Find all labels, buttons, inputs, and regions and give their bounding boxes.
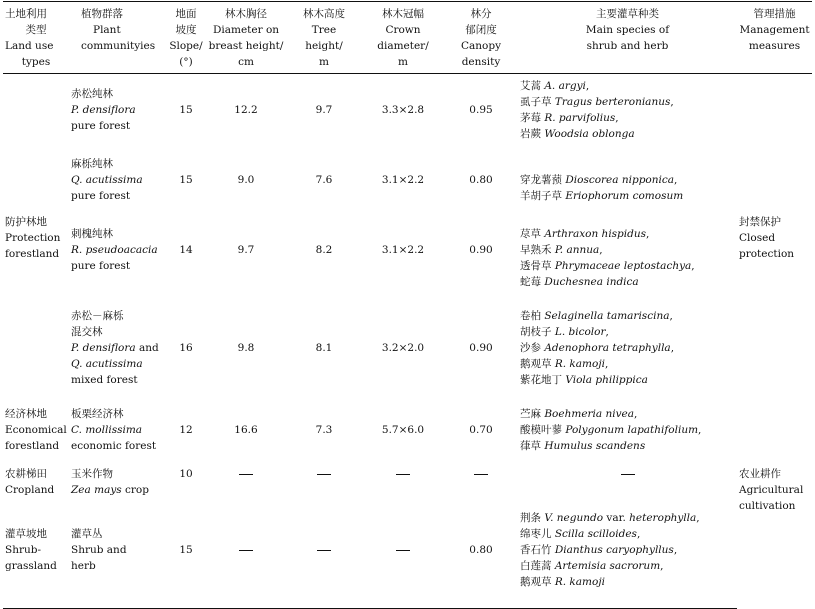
plant-cell: 赤松纯林 P. densiflora pure forest	[71, 88, 136, 132]
slope-cell: 14	[179, 244, 193, 256]
height-cell: 7.3	[315, 424, 333, 436]
height-cell	[286, 462, 362, 506]
species-cell: 荩草 Arthraxon hispidus, 早熟禾 P. annua, 透骨草 Phrymaceae leptostachya, 蛇莓 Duchesnea indica	[520, 228, 695, 288]
species-cell: 苎麻 Boehmeria nivea, 酸模叶蓼 Polygonum lapathifolium, 葎草 Humulus scandens	[520, 408, 702, 452]
canopy-cell: 0.80	[469, 174, 493, 186]
slope-cell: 15	[166, 506, 206, 609]
crown-cell	[362, 462, 444, 506]
header-height: 林木高度 Tree height/ m	[286, 2, 362, 74]
land-use-cropland: 农耕梯田 Cropland	[5, 468, 55, 496]
dbh-cell: 16.6	[234, 424, 258, 436]
slope-cell: 12	[179, 424, 193, 436]
plant-cell: 麻栎纯林 Q. acutissima pure forest	[71, 158, 143, 202]
table-row	[3, 222, 812, 304]
management-closed: 封禁保护 Closed protection	[739, 216, 795, 260]
plant-cell: 玉米作物 Zea mays crop	[71, 468, 149, 496]
species-cell: 卷柏 Selaginella tamariscina, 胡枝子 L. bicolor, 沙参 Adenophora tetraphylla, 鹅观草 R. kamoji, 紫花地丁 Viola philippica	[520, 310, 675, 386]
table-row	[3, 304, 812, 402]
canopy-cell	[444, 462, 518, 506]
vegetation-table	[3, 1, 812, 609]
height-cell: 9.7	[315, 104, 333, 116]
plant-cell: 赤松－麻栎 混交林 P. densiflora and Q. acutissima mixed forest	[71, 310, 159, 386]
dbh-cell: 9.7	[237, 244, 255, 256]
canopy-cell: 0.95	[469, 104, 493, 116]
canopy-cell: 0.90	[469, 244, 493, 256]
dash	[621, 474, 635, 475]
plant-cell: 板栗经济林 C. mollissima economic forest	[71, 408, 157, 452]
dash	[474, 474, 488, 475]
plant-cell: 刺槐纯林 R. pseudoacacia pure forest	[71, 228, 158, 272]
land-use-protection: 防护林地 Protection forestland	[5, 216, 61, 260]
header-dbh: 林木胸径 Diameter on breast height/ cm	[206, 2, 286, 74]
header-slope: 地面 坡度 Slope/ (°)	[166, 2, 206, 74]
crown-cell: 3.1×2.2	[381, 174, 425, 186]
dash	[317, 474, 331, 475]
header-plant-community: 植物群落 Plant communityies	[69, 2, 166, 74]
plant-cell: 灌草丛 Shrub and herb	[69, 506, 166, 609]
crown-cell: 3.3×2.8	[381, 104, 425, 116]
dbh-cell: 12.2	[234, 104, 258, 116]
slope-cell: 15	[179, 104, 193, 116]
table-row	[3, 506, 812, 609]
slope-cell: 10	[179, 468, 193, 480]
species-cell: 艾蒿 A. argyi, 虱子草 Tragus berteronianus, 茅莓 R. parvifolius, 岩蕨 Woodsia oblonga	[520, 80, 674, 140]
dash	[396, 474, 410, 475]
dash	[239, 550, 253, 551]
dbh-cell: 9.0	[237, 174, 255, 186]
dbh-cell	[206, 462, 286, 506]
species-cell: 荆条 V. negundo var. heterophylla, 绵枣儿 Scilla scilloides, 香石竹 Dianthus caryophyllus, 白莲蒿 Artemisia sacrorum, 鹅观草 R. kamoji	[518, 506, 737, 609]
management-agri: 农业耕作 Agricultural cultivation	[739, 468, 804, 512]
height-cell: 8.1	[315, 342, 333, 354]
slope-cell: 15	[179, 174, 193, 186]
header-crown: 林木冠幅 Crown diameter/ m	[362, 2, 444, 74]
table-row	[3, 148, 812, 222]
table-row	[3, 462, 812, 506]
header-canopy: 林分 郁闭度 Canopy density	[444, 2, 518, 74]
management-empty	[737, 402, 812, 462]
dbh-cell	[206, 506, 286, 609]
canopy-cell: 0.70	[469, 424, 493, 436]
dash	[396, 550, 410, 551]
species-cell: 穿龙薯蓣 Dioscorea nipponica, 羊胡子草 Eriophorum comosum	[520, 174, 684, 202]
crown-cell	[362, 506, 444, 609]
header-species: 主要灌草种类 Main species of shrub and herb	[518, 2, 737, 74]
table-row	[3, 74, 812, 149]
header-row	[3, 2, 812, 74]
canopy-cell: 0.80	[444, 506, 518, 609]
crown-cell: 3.2×2.0	[381, 342, 425, 354]
canopy-cell: 0.90	[469, 342, 493, 354]
table-row	[3, 402, 812, 462]
dash	[317, 550, 331, 551]
crown-cell: 5.7×6.0	[381, 424, 425, 436]
height-cell: 8.2	[315, 244, 333, 256]
crown-cell: 3.1×2.2	[381, 244, 425, 256]
header-land-use: 土地利用 类型 Land use types	[3, 2, 69, 74]
slope-cell: 16	[179, 342, 193, 354]
header-management: 管理措施 Management measures	[737, 2, 812, 74]
land-use-shrub: 灌草坡地 Shrub- grassland	[3, 506, 69, 609]
dbh-cell: 9.8	[237, 342, 255, 354]
land-use-economical: 经济林地 Economical forestland	[5, 408, 67, 452]
height-cell: 7.6	[315, 174, 333, 186]
height-cell	[286, 506, 362, 609]
dash	[239, 474, 253, 475]
species-cell	[518, 462, 737, 506]
